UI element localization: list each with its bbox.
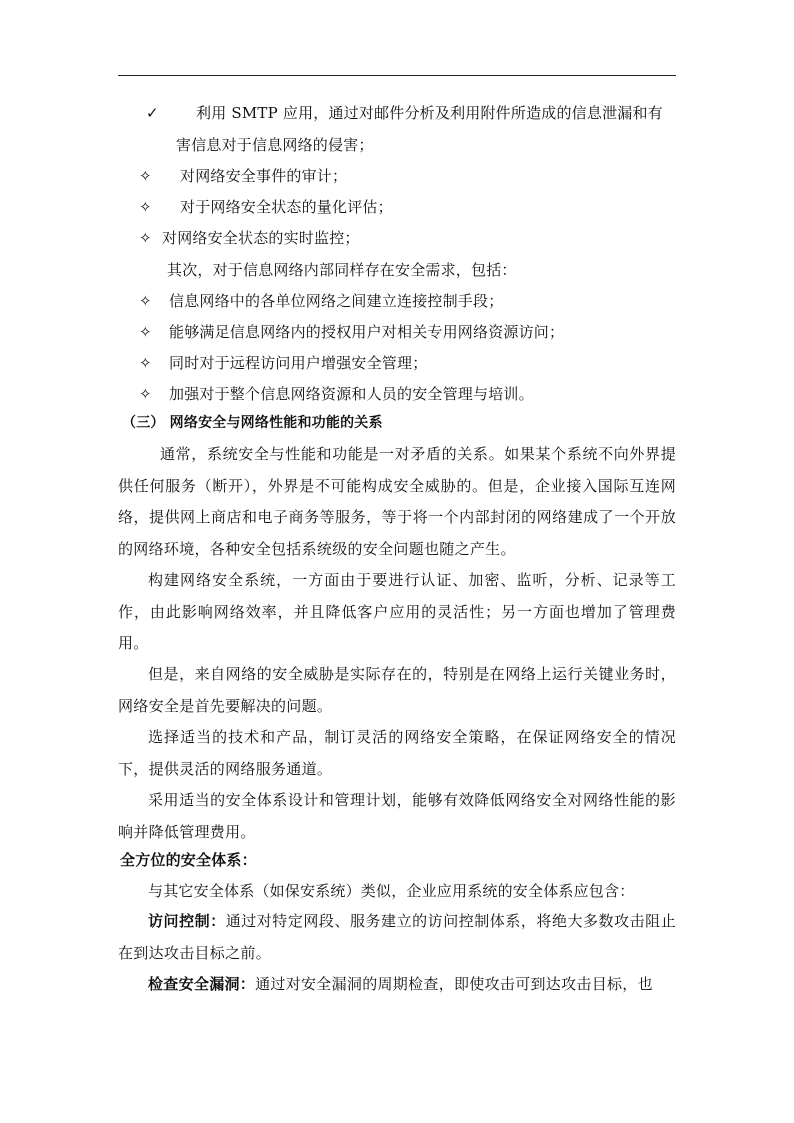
paragraph: 构建网络安全系统，一方面由于要进行认证、加密、监听，分析、记录等工作，由此影响网络效率，并且降低客户应用的灵活性；另一方面也增加了管理费用。 bbox=[118, 571, 676, 652]
definition-item bbox=[118, 906, 676, 969]
diamond-bullet-icon: ✧ bbox=[139, 385, 152, 403]
paragraph: 采用适当的安全体系设计和管理计划，能够有效降低网络安全对网络性能的影响并降低管理费用。 bbox=[118, 791, 676, 841]
intro-line: 其次，对于信息网络内部同样存在安全需求，包括： bbox=[167, 261, 517, 279]
list-item-continuation: 害信息对于信息网络的侵害； bbox=[176, 136, 374, 154]
list-item-text: 能够满足信息网络内的授权用户对相关专用网络资源访问； bbox=[169, 323, 565, 341]
definition-text: 通过对安全漏洞的周期检查，即使攻击可到达攻击目标，也 bbox=[255, 975, 653, 993]
list-item-text: 信息网络中的各单位网络之间建立连接控制手段； bbox=[169, 292, 504, 310]
checkmark-icon: ✓ bbox=[146, 104, 159, 122]
paragraph: 通常，系统安全与性能和功能是一对矛盾的关系。如果某个系统不向外界提供任何服务（断开），外界是不可能构成安全威胁的。但是，企业接入国际互连网络，提供网上商店和电子商务等服务，等于将一个内部封闭的网络建成了一个开放的网络环境，各种安全包括系统级的安全问题也随之产生。 bbox=[118, 445, 676, 558]
definition-text: 通过对特定网段、服务建立的访问控制体系，将绝大多数攻击阻止在到达攻击目标之前。 bbox=[118, 912, 676, 962]
list-item-text: 同时对于远程访问用户增强安全管理； bbox=[169, 354, 428, 372]
diamond-bullet-icon: ✧ bbox=[139, 292, 152, 310]
list-item-text: 利用 SMTP 应用，通过对邮件分析及利用附件所造成的信息泄漏和有 bbox=[196, 104, 663, 122]
diamond-bullet-icon: ✧ bbox=[139, 354, 152, 372]
paragraph: 选择适当的技术和产品，制订灵活的网络安全策略，在保证网络安全的情况下，提供灵活的网络服务通道。 bbox=[118, 728, 676, 778]
definition-label: 检查安全漏洞： bbox=[148, 975, 256, 993]
diamond-bullet-icon: ✧ bbox=[139, 229, 152, 247]
definition-item bbox=[118, 969, 676, 1001]
list-item-text: 对于网络安全状态的量化评估； bbox=[180, 198, 393, 216]
list-item-text: 对网络安全事件的审计； bbox=[180, 167, 348, 185]
paragraph: 但是，来自网络的安全威胁是实际存在的，特别是在网络上运行关键业务时，网络安全是首先要解决的问题。 bbox=[118, 665, 676, 715]
section-heading: （三） 网络安全与网络性能和功能的关系 bbox=[122, 415, 383, 431]
definition-label: 访问控制： bbox=[148, 912, 226, 930]
diamond-bullet-icon: ✧ bbox=[139, 323, 152, 341]
sub-intro: 与其它安全体系（如保安系统）类似，企业应用系统的安全体系应包含： bbox=[148, 882, 635, 900]
sub-heading: 全方位的安全体系： bbox=[120, 851, 257, 869]
diamond-bullet-icon: ✧ bbox=[139, 198, 152, 216]
list-item-text: 对网络安全状态的实时监控； bbox=[162, 229, 360, 247]
list-item-text: 加强对于整个信息网络资源和人员的安全管理与培训。 bbox=[169, 385, 534, 403]
header-rule bbox=[118, 75, 676, 76]
diamond-bullet-icon: ✧ bbox=[139, 167, 152, 185]
